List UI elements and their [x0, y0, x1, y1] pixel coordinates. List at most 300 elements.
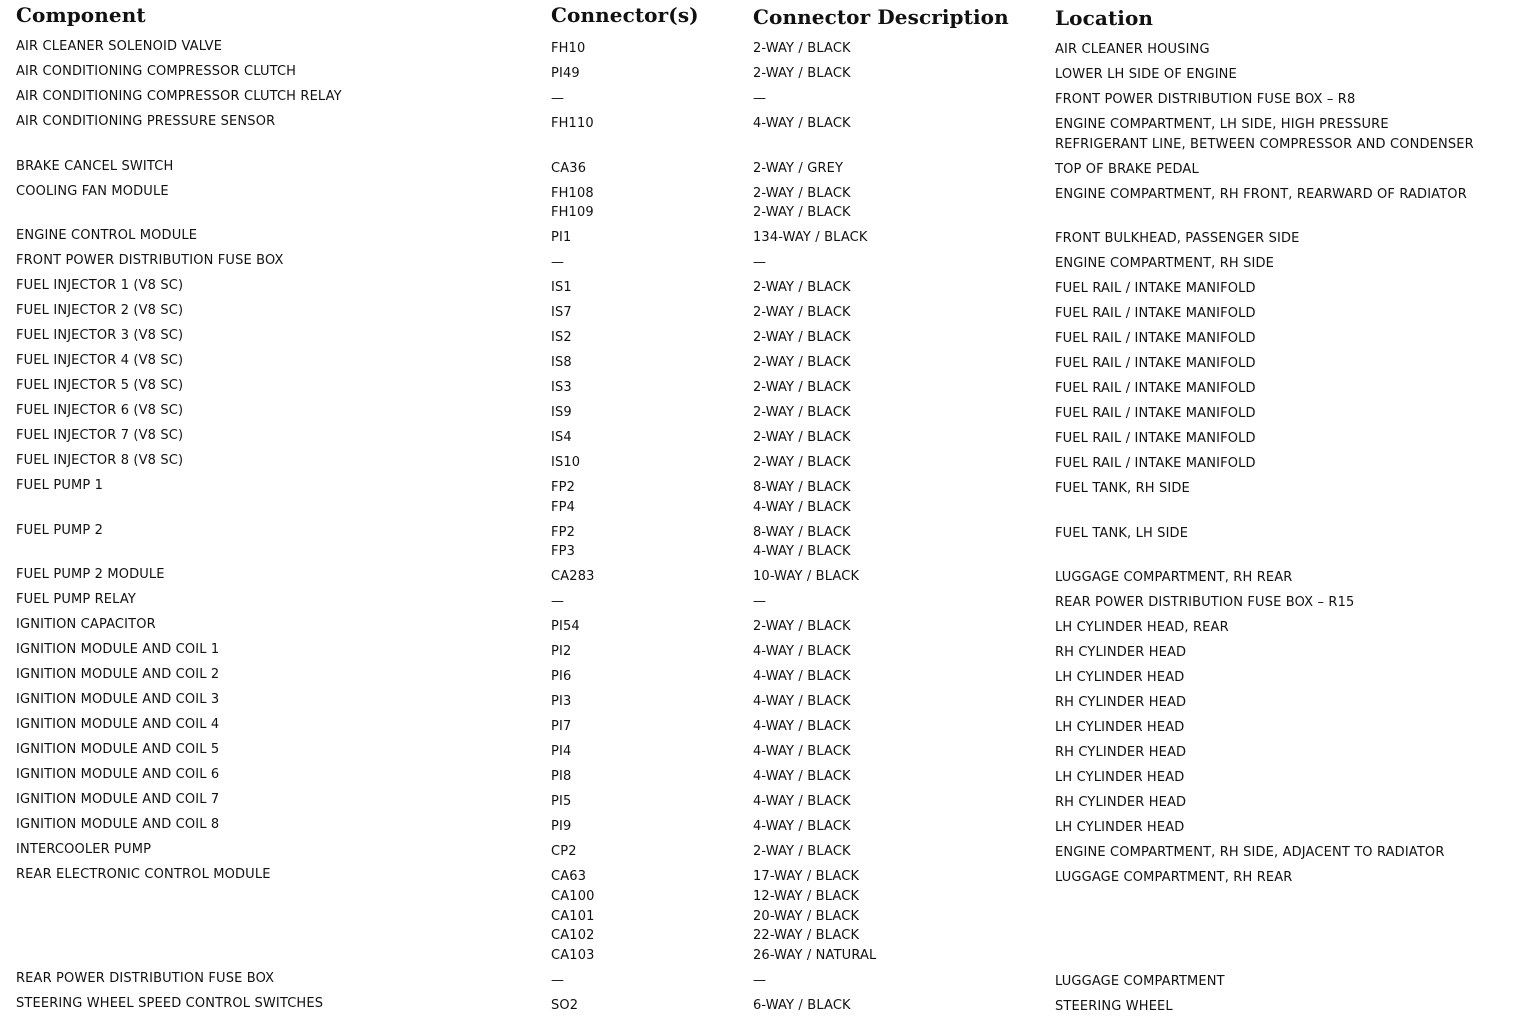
- location-cell-line: FUEL RAIL / INTAKE MANIFOLD: [1055, 431, 1256, 447]
- description-cell-line: 4-WAY / BLACK: [753, 669, 851, 685]
- table-row: [0, 993, 1520, 1018]
- description-cell-line: 4-WAY / BLACK: [753, 744, 851, 760]
- description-cell: [753, 667, 851, 687]
- component-cell: [16, 157, 173, 177]
- description-cell: [753, 617, 851, 637]
- location-cell-line: FUEL RAIL / INTAKE MANIFOLD: [1055, 406, 1256, 422]
- connector-cell: [551, 159, 586, 179]
- component-cell: [16, 326, 183, 346]
- description-cell: [753, 114, 851, 134]
- connector-cell: [551, 228, 571, 248]
- description-cell-line: 8-WAY / BLACK: [753, 480, 851, 496]
- description-cell-line: 4-WAY / BLACK: [753, 544, 851, 560]
- connector-cell-line: IS1: [551, 280, 572, 296]
- location-cell: [1055, 718, 1184, 738]
- table-row: [0, 36, 1520, 61]
- location-cell-line: FUEL RAIL / INTAKE MANIFOLD: [1055, 456, 1256, 472]
- connector-cell-line: PI54: [551, 619, 580, 635]
- description-cell: [753, 159, 843, 179]
- connector-cell-line: PI3: [551, 694, 572, 710]
- component-cell-line: AIR CONDITIONING COMPRESSOR CLUTCH: [16, 64, 297, 79]
- connector-cell: [551, 617, 580, 637]
- description-cell: [753, 303, 851, 323]
- connector-cell-line: —: [551, 91, 565, 106]
- component-cell: [16, 740, 219, 760]
- table-row: [0, 968, 1520, 993]
- description-cell: [753, 64, 851, 84]
- connector-cell-line: CA100: [551, 888, 595, 904]
- component-cell: [16, 351, 183, 371]
- description-cell-line: 4-WAY / BLACK: [753, 116, 851, 131]
- component-cell: [16, 182, 169, 202]
- table-row: [0, 689, 1520, 714]
- connector-cell: [551, 253, 564, 273]
- connector-cell-line: —: [551, 594, 565, 610]
- description-cell: [753, 817, 851, 837]
- description-cell-line: 2-WAY / BLACK: [753, 330, 851, 346]
- connector-cell: [551, 184, 594, 223]
- location-cell: [1055, 818, 1184, 838]
- description-cell-line: 2-WAY / BLACK: [753, 280, 851, 296]
- description-cell: [753, 253, 766, 273]
- location-cell: [1055, 160, 1199, 180]
- description-cell: [753, 378, 851, 398]
- component-cell-line: IGNITION MODULE AND COIL 2: [16, 667, 220, 683]
- description-cell-line: 22-WAY / BLACK: [753, 928, 860, 944]
- table-row: [0, 350, 1520, 375]
- component-cell-line: FUEL INJECTOR 4 (V8 SC): [16, 353, 184, 369]
- location-cell: [1055, 379, 1256, 399]
- connector-cell-line: CA102: [551, 928, 595, 944]
- connector-cell: [551, 328, 572, 348]
- component-cell-line: ENGINE CONTROL MODULE: [16, 228, 198, 244]
- location-cell: [1055, 229, 1300, 249]
- location-cell: [1055, 793, 1186, 813]
- connector-cell-line: FP2: [551, 524, 576, 540]
- component-cell: [16, 276, 183, 296]
- component-cell: [16, 690, 219, 710]
- description-cell: [753, 228, 868, 248]
- table-row: [0, 375, 1520, 400]
- component-cell: [16, 451, 183, 471]
- description-cell-line: 2-WAY / BLACK: [753, 66, 851, 81]
- description-cell-line: 4-WAY / BLACK: [753, 794, 851, 810]
- component-cell-line: FUEL INJECTOR 5 (V8 SC): [16, 378, 184, 394]
- location-cell-line: REFRIGERANT LINE, BETWEEN COMPRESSOR AND CONDENSER: [1055, 136, 1474, 152]
- description-cell: [753, 428, 851, 448]
- description-cell-line: 4-WAY / BLACK: [753, 694, 851, 710]
- location-cell: [1055, 524, 1188, 544]
- connector-cell-line: CA63: [551, 869, 587, 885]
- connector-cell-line: PI7: [551, 719, 572, 735]
- table-row: [0, 589, 1520, 614]
- table-row: [0, 864, 1520, 967]
- connector-cell-line: PI6: [551, 669, 572, 685]
- table-row: [0, 181, 1520, 226]
- description-cell-line: 2-WAY / BLACK: [753, 185, 851, 201]
- connector-cell-line: PI5: [551, 794, 572, 810]
- description-cell: [753, 842, 851, 862]
- location-cell-line: FUEL RAIL / INTAKE MANIFOLD: [1055, 306, 1256, 322]
- component-cell: [16, 301, 183, 321]
- table-row: [0, 61, 1520, 86]
- description-cell-line: 4-WAY / BLACK: [753, 644, 851, 660]
- component-cell-line: IGNITION MODULE AND COIL 1: [16, 642, 220, 658]
- component-cell: [16, 665, 219, 685]
- component-cell: [16, 590, 136, 610]
- connector-cell-line: FP2: [551, 480, 576, 496]
- connector-cell: [551, 378, 572, 398]
- location-cell-line: LUGGAGE COMPARTMENT: [1055, 973, 1225, 989]
- component-cell: [16, 640, 219, 660]
- component-cell-line: FUEL INJECTOR 7 (V8 SC): [16, 428, 184, 444]
- component-cell-line: FUEL INJECTOR 1 (V8 SC): [16, 278, 184, 294]
- description-cell-line: 4-WAY / BLACK: [753, 819, 851, 835]
- connector-cell: [551, 278, 572, 298]
- connector-cell-line: IS3: [551, 380, 572, 396]
- table-row: [0, 839, 1520, 864]
- description-cell: [753, 403, 851, 423]
- location-cell: [1055, 668, 1184, 688]
- connector-cell-line: FP3: [551, 544, 576, 560]
- location-cell-line: LH CYLINDER HEAD: [1055, 720, 1185, 736]
- description-cell-line: 2-WAY / BLACK: [753, 305, 851, 321]
- component-cell: [16, 815, 219, 835]
- connector-cell: [551, 767, 571, 787]
- component-cell-line: AIR CONDITIONING PRESSURE SENSOR: [16, 114, 276, 129]
- connector-cell: [551, 692, 571, 712]
- component-cell-line: REAR POWER DISTRIBUTION FUSE BOX: [16, 970, 275, 986]
- component-cell-line: COOLING FAN MODULE: [16, 183, 169, 199]
- connector-cell-line: FP4: [551, 499, 576, 515]
- connector-cell-line: —: [551, 972, 565, 988]
- component-cell-line: REAR ELECTRONIC CONTROL MODULE: [16, 867, 271, 883]
- header-component: Component: [16, 3, 146, 27]
- component-cell-line: FUEL PUMP 2: [16, 522, 104, 538]
- description-cell: [753, 692, 851, 712]
- location-cell: [1055, 479, 1190, 499]
- component-cell-line: INTERCOOLER PUMP: [16, 842, 152, 858]
- description-cell-line: 2-WAY / BLACK: [753, 405, 851, 421]
- table-row: [0, 111, 1520, 156]
- description-cell-line: 134-WAY / BLACK: [753, 230, 868, 246]
- table-row: [0, 225, 1520, 250]
- description-cell-line: 4-WAY / BLACK: [753, 719, 851, 735]
- description-cell: [753, 184, 851, 223]
- location-cell: [1055, 354, 1256, 374]
- location-cell: [1055, 429, 1256, 449]
- location-cell-line: LH CYLINDER HEAD: [1055, 670, 1185, 686]
- table-row: [0, 814, 1520, 839]
- description-cell: [753, 353, 851, 373]
- description-cell: [753, 642, 851, 662]
- component-cell: [16, 401, 183, 421]
- connector-cell: [551, 742, 571, 762]
- location-cell-line: FUEL RAIL / INTAKE MANIFOLD: [1055, 381, 1256, 397]
- component-cell-line: FUEL INJECTOR 6 (V8 SC): [16, 403, 184, 419]
- connector-cell-line: SO2: [551, 997, 579, 1013]
- location-cell-line: LUGGAGE COMPARTMENT, RH REAR: [1055, 870, 1293, 886]
- connector-cell-line: CA103: [551, 947, 595, 963]
- description-cell: [753, 39, 851, 59]
- connector-cell-line: IS10: [551, 455, 581, 471]
- location-cell-line: LUGGAGE COMPARTMENT, RH REAR: [1055, 570, 1293, 586]
- component-cell-line: IGNITION MODULE AND COIL 5: [16, 742, 220, 758]
- table-row: [0, 325, 1520, 350]
- connector-cell-line: PI1: [551, 230, 572, 246]
- component-cell-line: FUEL PUMP 2 MODULE: [16, 567, 165, 583]
- table-row: [0, 425, 1520, 450]
- description-cell: [753, 478, 851, 517]
- description-cell-line: 2-WAY / BLACK: [753, 455, 851, 471]
- table-row: [0, 86, 1520, 111]
- location-cell-line: FUEL RAIL / INTAKE MANIFOLD: [1055, 331, 1256, 347]
- location-cell: [1055, 868, 1292, 888]
- location-cell: [1055, 65, 1237, 85]
- description-cell-line: 2-WAY / BLACK: [753, 430, 851, 446]
- description-cell: [753, 453, 851, 473]
- component-cell-line: IGNITION MODULE AND COIL 3: [16, 692, 220, 708]
- location-cell-line: REAR POWER DISTRIBUTION FUSE BOX – R15: [1055, 595, 1355, 611]
- table-header: [0, 0, 1520, 36]
- location-cell-line: LOWER LH SIDE OF ENGINE: [1055, 67, 1237, 82]
- component-cell: [16, 426, 183, 446]
- description-cell: [753, 89, 766, 109]
- location-cell: [1055, 743, 1186, 763]
- location-cell: [1055, 972, 1225, 992]
- component-cell-line: FRONT POWER DISTRIBUTION FUSE BOX: [16, 253, 284, 269]
- connector-cell-line: IS4: [551, 430, 572, 446]
- connector-cell: [551, 792, 571, 812]
- connector-cell-line: IS2: [551, 330, 572, 346]
- location-cell: [1055, 843, 1445, 863]
- location-cell-line: LH CYLINDER HEAD: [1055, 770, 1185, 786]
- description-cell: [753, 767, 851, 787]
- description-cell: [753, 996, 851, 1016]
- component-cell-line: FUEL PUMP RELAY: [16, 592, 136, 608]
- connector-cell: [551, 567, 595, 587]
- component-cell: [16, 62, 296, 82]
- location-cell: [1055, 304, 1256, 324]
- connector-cell: [551, 64, 580, 84]
- connector-cell: [551, 89, 564, 109]
- connector-cell-line: PI4: [551, 744, 572, 760]
- description-cell-line: 4-WAY / BLACK: [753, 499, 851, 515]
- component-cell: [16, 790, 219, 810]
- component-cell: [16, 715, 219, 735]
- component-cell-line: IGNITION MODULE AND COIL 6: [16, 767, 220, 783]
- component-cell-line: FUEL INJECTOR 2 (V8 SC): [16, 303, 184, 319]
- table-row: [0, 564, 1520, 589]
- connector-cell: [551, 478, 575, 517]
- location-cell: [1055, 768, 1184, 788]
- connector-cell: [551, 523, 575, 562]
- connector-cell: [551, 428, 572, 448]
- description-cell-line: 2-WAY / BLACK: [753, 355, 851, 371]
- table-row: [0, 520, 1520, 565]
- connector-cell: [551, 453, 580, 473]
- description-cell: [753, 867, 876, 965]
- description-cell-line: 2-WAY / BLACK: [753, 205, 851, 221]
- location-cell: [1055, 643, 1186, 663]
- description-cell: [753, 278, 851, 298]
- connector-cell-line: CP2: [551, 844, 577, 860]
- table-row: [0, 614, 1520, 639]
- component-cell: [16, 376, 183, 396]
- location-cell: [1055, 40, 1210, 60]
- component-cell-line: FUEL INJECTOR 8 (V8 SC): [16, 453, 184, 469]
- connector-cell-line: PI9: [551, 819, 572, 835]
- connector-cell-line: PI49: [551, 66, 580, 81]
- location-cell-line: ENGINE COMPARTMENT, RH SIDE: [1055, 256, 1275, 272]
- location-cell-line: RH CYLINDER HEAD: [1055, 795, 1187, 811]
- table-row: [0, 400, 1520, 425]
- table-row: [0, 475, 1520, 520]
- connector-cell: [551, 353, 572, 373]
- description-cell: [753, 567, 859, 587]
- location-cell-line: ENGINE COMPARTMENT, RH SIDE, ADJACENT TO RADIATOR: [1055, 845, 1445, 861]
- connector-cell-line: FH108: [551, 185, 594, 201]
- description-cell: [753, 742, 851, 762]
- component-cell: [16, 840, 151, 860]
- connector-cell: [551, 39, 585, 59]
- component-cell-line: BRAKE CANCEL SWITCH: [16, 158, 174, 174]
- location-cell-line: FUEL RAIL / INTAKE MANIFOLD: [1055, 356, 1256, 372]
- connector-cell-line: IS8: [551, 355, 572, 371]
- component-cell-line: IGNITION MODULE AND COIL 7: [16, 792, 220, 808]
- connector-cell: [551, 867, 595, 965]
- location-cell: [1055, 454, 1256, 474]
- location-cell: [1055, 90, 1355, 110]
- description-cell-line: —: [753, 972, 767, 988]
- location-cell: [1055, 329, 1256, 349]
- table-row: [0, 450, 1520, 475]
- component-cell-line: FUEL PUMP 1: [16, 478, 104, 494]
- description-cell-line: 4-WAY / BLACK: [753, 769, 851, 785]
- location-cell-line: FUEL RAIL / INTAKE MANIFOLD: [1055, 281, 1256, 297]
- table-row: [0, 250, 1520, 275]
- component-cell-line: AIR CONDITIONING COMPRESSOR CLUTCH RELAY: [16, 89, 342, 104]
- connector-cell: [551, 592, 564, 612]
- connector-cell: [551, 114, 594, 134]
- connector-cell-line: CA36: [551, 160, 587, 176]
- description-cell-line: 20-WAY / BLACK: [753, 908, 860, 924]
- description-cell-line: —: [753, 91, 767, 106]
- connector-cell: [551, 403, 572, 423]
- description-cell-line: 26-WAY / NATURAL: [753, 947, 877, 963]
- description-cell-line: 12-WAY / BLACK: [753, 888, 860, 904]
- component-cell: [16, 226, 197, 246]
- description-cell-line: 2-WAY / BLACK: [753, 41, 851, 56]
- location-cell: [1055, 185, 1467, 205]
- connector-cell-line: —: [551, 255, 565, 271]
- component-cell: [16, 994, 323, 1014]
- connector-table: [0, 36, 1520, 1018]
- component-cell: [16, 476, 103, 496]
- table-row: [0, 764, 1520, 789]
- table-row: [0, 739, 1520, 764]
- component-cell: [16, 765, 219, 785]
- component-cell-line: AIR CLEANER SOLENOID VALVE: [16, 39, 223, 54]
- header-connectors: Connector(s): [551, 3, 699, 27]
- component-cell-line: FUEL INJECTOR 3 (V8 SC): [16, 328, 184, 344]
- component-cell-line: IGNITION MODULE AND COIL 4: [16, 717, 220, 733]
- location-cell: [1055, 593, 1354, 613]
- connector-cell-line: IS7: [551, 305, 572, 321]
- location-cell: [1055, 618, 1229, 638]
- location-cell-line: ENGINE COMPARTMENT, LH SIDE, HIGH PRESSURE: [1055, 117, 1389, 132]
- component-cell-line: IGNITION MODULE AND COIL 8: [16, 817, 220, 833]
- description-cell: [753, 328, 851, 348]
- location-cell-line: FRONT BULKHEAD, PASSENGER SIDE: [1055, 231, 1300, 247]
- connector-cell: [551, 817, 571, 837]
- component-cell-line: STEERING WHEEL SPEED CONTROL SWITCHES: [16, 995, 324, 1011]
- component-cell: [16, 87, 342, 107]
- location-cell: [1055, 568, 1292, 588]
- component-cell-line: IGNITION CAPACITOR: [16, 617, 156, 633]
- connector-cell: [551, 667, 571, 687]
- location-cell-line: FUEL TANK, RH SIDE: [1055, 481, 1190, 497]
- table-row: [0, 275, 1520, 300]
- component-cell: [16, 565, 165, 585]
- component-cell: [16, 521, 103, 541]
- location-cell-line: FUEL TANK, LH SIDE: [1055, 525, 1189, 541]
- table-row: [0, 664, 1520, 689]
- connector-cell: [551, 842, 577, 862]
- location-cell: [1055, 279, 1256, 299]
- table-row: [0, 300, 1520, 325]
- description-cell-line: 2-WAY / BLACK: [753, 844, 851, 860]
- connector-cell-line: IS9: [551, 405, 572, 421]
- description-cell: [753, 792, 851, 812]
- location-cell-line: FRONT POWER DISTRIBUTION FUSE BOX – R8: [1055, 92, 1356, 107]
- location-cell-line: ENGINE COMPARTMENT, RH FRONT, REARWARD OF RADIATOR: [1055, 186, 1467, 202]
- component-cell: [16, 37, 222, 57]
- connector-cell-line: PI8: [551, 769, 572, 785]
- component-cell: [16, 615, 156, 635]
- description-cell-line: —: [753, 255, 767, 271]
- description-cell: [753, 717, 851, 737]
- description-cell-line: 10-WAY / BLACK: [753, 569, 860, 585]
- connector-cell: [551, 996, 578, 1016]
- location-cell-line: LH CYLINDER HEAD, REAR: [1055, 620, 1229, 636]
- location-cell-line: RH CYLINDER HEAD: [1055, 695, 1187, 711]
- connector-cell-line: PI2: [551, 644, 572, 660]
- connector-cell-line: FH110: [551, 116, 594, 131]
- connector-cell: [551, 642, 571, 662]
- description-cell-line: —: [753, 594, 767, 610]
- component-cell: [16, 865, 271, 885]
- location-cell: [1055, 693, 1186, 713]
- connector-cell: [551, 971, 564, 991]
- location-cell: [1055, 997, 1173, 1017]
- description-cell-line: 17-WAY / BLACK: [753, 869, 860, 885]
- location-cell-line: AIR CLEANER HOUSING: [1055, 42, 1210, 57]
- component-cell: [16, 251, 284, 271]
- connector-cell-line: CA283: [551, 569, 595, 585]
- description-cell-line: 2-WAY / BLACK: [753, 380, 851, 396]
- table-row: [0, 639, 1520, 664]
- component-cell: [16, 969, 274, 989]
- table-row: [0, 789, 1520, 814]
- description-cell: [753, 592, 766, 612]
- location-cell-line: RH CYLINDER HEAD: [1055, 645, 1187, 661]
- connector-cell: [551, 303, 572, 323]
- location-cell-line: RH CYLINDER HEAD: [1055, 745, 1187, 761]
- connector-cell-line: CA101: [551, 908, 595, 924]
- location-cell: [1055, 254, 1274, 274]
- header-location: Location: [1055, 6, 1154, 30]
